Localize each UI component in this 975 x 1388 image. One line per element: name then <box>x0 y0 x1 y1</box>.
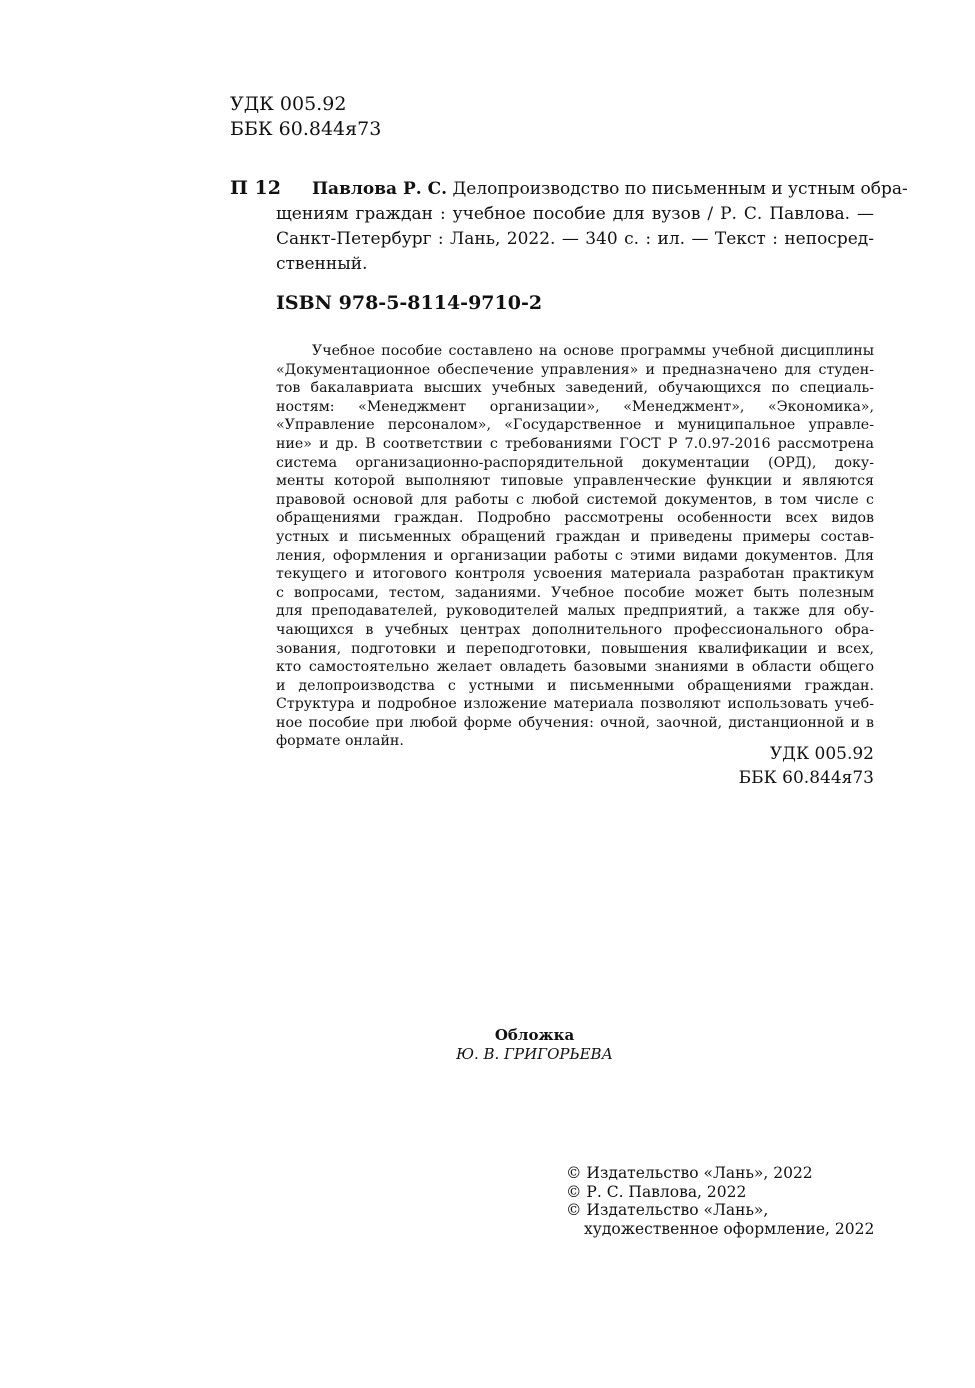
annotation-line: зования, подготовки и переподготовки, повышения квалификации и всех, <box>276 640 874 657</box>
cover-author: Ю. В. ГРИГОРЬЕВА <box>456 1045 613 1063</box>
annotation-line: ное пособие при любой форме обучения: очной, заочной, дистанционной и в <box>276 714 874 731</box>
biblio-line: ственный. <box>276 254 368 274</box>
copyright-line: © Издательство «Лань», 2022 <box>566 1164 813 1182</box>
cover-credit <box>0 1026 975 1064</box>
udk-bbk-header <box>230 92 381 142</box>
biblio-author: Павлова Р. С. <box>312 179 448 199</box>
copyright-block <box>566 1164 874 1238</box>
biblio-line-text: Делопроизводство по письменным и устным обра- <box>452 179 908 199</box>
annotation-line: «Управление персоналом», «Государственное и муниципальное управле- <box>276 417 874 434</box>
annotation-line: с вопросами, тестом, заданиями. Учебное пособие может быть полезным <box>276 584 874 601</box>
annotation-line: устных и письменных обращений граждан и приведены примеры состав- <box>276 528 874 545</box>
biblio-line: щениям граждан : учебное пособие для вузов / Р. С. Павлова. — <box>276 204 874 224</box>
copyright-line: художественное оформление, 2022 <box>584 1219 875 1238</box>
annotation <box>276 342 874 751</box>
udk-bbk-footer <box>739 742 874 790</box>
udk-code: УДК 005.92 <box>230 93 347 115</box>
biblio-line <box>276 177 908 202</box>
annotation-line: чающихся в учебных центрах дополнительного профессионального обра- <box>276 621 874 638</box>
isbn: ISBN 978-5-8114-9710-2 <box>276 292 543 314</box>
annotation-line: ностям: «Менеджмент организации», «Менеджмент», «Экономика», <box>276 398 874 415</box>
copyright-line: © Р. С. Павлова, 2022 <box>566 1182 747 1201</box>
udk-code-bottom: УДК 005.92 <box>769 744 874 764</box>
biblio-line: Санкт-Петербург : Лань, 2022. — 340 с. : ил. — Текст : непосред- <box>276 229 874 249</box>
catalog-code: П 12 <box>230 177 281 199</box>
cover-label: Обложка <box>494 1026 575 1044</box>
bbk-code-bottom: ББК 60.844я73 <box>738 768 874 788</box>
annotation-line: формате онлайн. <box>276 733 404 750</box>
annotation-line: правовой основой для работы с любой системой документов, в том числе с <box>276 491 874 508</box>
annotation-line: менты которой выполняют типовые управленческие функции и являются <box>276 473 874 490</box>
annotation-line: ние» и др. В соответствии с требованиями ГОСТ Р 7.0.97-2016 рассмотрена <box>276 435 874 452</box>
annotation-line: кто самостоятельно желает овладеть базовыми знаниями в области общего <box>276 659 874 676</box>
annotation-line: для преподавателей, руководителей малых предприятий, а также для обу- <box>276 603 874 620</box>
annotation-line: Учебное пособие составлено на основе программы учебной дисциплины <box>312 343 874 359</box>
annotation-line: текущего и итогового контроля усвоения материала разработан практикум <box>276 566 874 583</box>
annotation-line: и делопроизводства с устными и письменными обращениями граждан. <box>276 677 874 694</box>
annotation-line: ления, оформления и организации работы с этими видами документов. Для <box>276 547 874 564</box>
annotation-line: обращениями граждан. Подробно рассмотрены особенности всех видов <box>276 510 874 527</box>
bibliographic-record <box>276 177 908 277</box>
annotation-line: тов бакалавриата высших учебных заведений, обучающихся по специаль- <box>276 380 874 397</box>
bbk-code: ББК 60.844я73 <box>230 118 382 140</box>
annotation-line: система организационно-распорядительной документации (ОРД), доку- <box>276 454 874 471</box>
annotation-line: Структура и подробное изложение материала позволяют использовать учеб- <box>276 696 874 713</box>
copyright-line: © Издательство «Лань», <box>566 1201 769 1219</box>
annotation-line: «Документационное обеспечение управления» и предназначено для студен- <box>276 361 874 378</box>
